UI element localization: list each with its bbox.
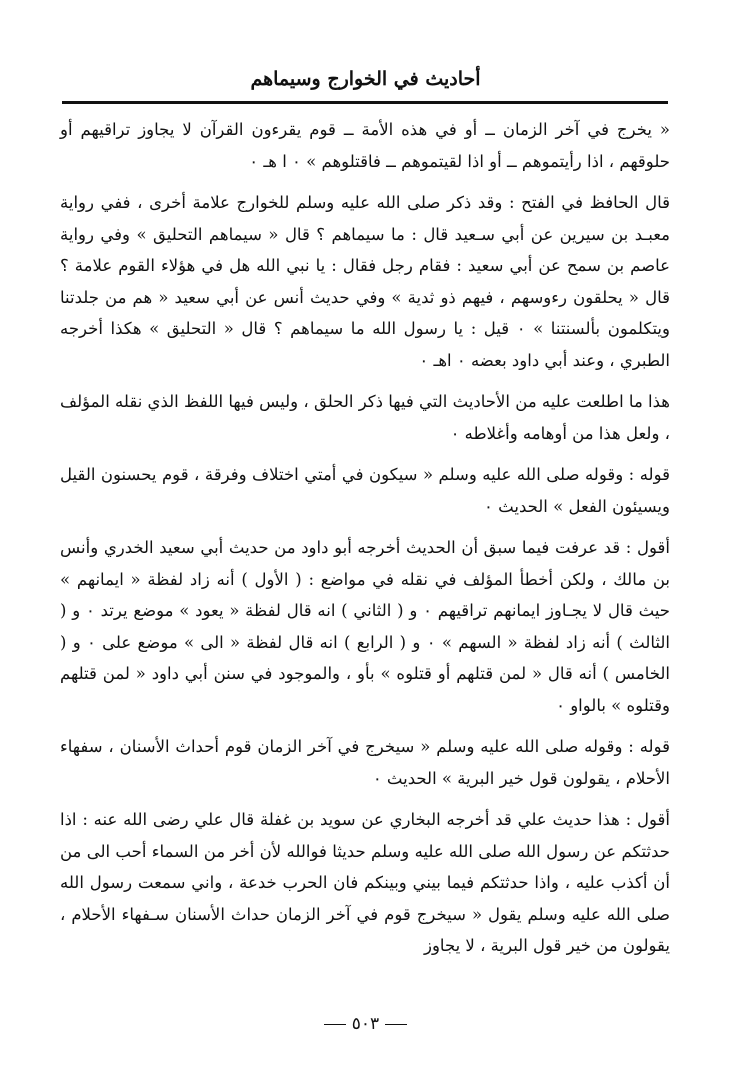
paragraph-hadith-quote: « يخرج في آخر الزمان ــ أو في هذه الأمة ــ قوم يقرءون القرآن لا يجاوز تراقيهم أو حلوقهم ، اذا رأيتموهم ــ أو اذا لقيتموهم ــ فاقتلوهم » ٠ ا هـ ٠ [60, 120, 670, 171]
header-divider [62, 101, 668, 104]
page-number-dash-right [385, 1024, 407, 1025]
page-number-dash-left [324, 1024, 346, 1025]
paragraph-author-note: هذا ما اطلعت عليه من الأحاديث التي فيها ذكر الحلق ، وليس فيها اللفظ الذي نقله المؤلف ، ولعل هذا من أوهامه وأغلاطه ٠ [60, 392, 670, 443]
paragraph-qawluhu-1: قوله : وقوله صلى الله عليه وسلم « سيكون في أمتي اختلاف وفرقة ، قوم يحسنون القيل ويسيئون الفعل » الحديث ٠ [60, 465, 670, 516]
page-title: أحاديث في الخوارج وسيماهم [250, 68, 481, 90]
paragraph-aqulu-1: أقول : قد عرفت فيما سبق أن الحديث أخرجه أبو داود من حديث أبي سعيد الخدري وأنس بن مالك ، ولكن أخطأ المؤلف في نقله في مواضع : ( الأول ) أنه زاد لفظة « ايمانهم » حيث قال لا يجـاوز ايمانهم تراقيهم ٠ و ( الثاني ) انه قال لفظة « يعود » موضع يرتد ٠ و ( الثالث ) أنه زاد لفظة « السهم » ٠ و ( الرابع ) انه قال لفظة « الى » موضع على ٠ و ( الخامس ) أنه قال « لمن قتلهم أو قتلوه » بأو ، والموجود في سنن أبي داود « لمن قتلهم وقتلوه » بالواو ٠ [60, 538, 670, 715]
paragraph-aqulu-2: أقول : هذا حديث علي قد أخرجه البخاري عن سويد بن غفلة قال علي رضى الله عنه : اذا حدثتكم عن رسول الله صلى الله عليه وسلم حديثا فوالله لأن أخر من السماء أحب الى من أن أكذب عليه ، واذا حدثتكم فيما بيني وبينكم فان الحرب خدعة ، واني سمعت رسول الله صلى الله عليه وسلم يقول « سيخرج قوم في آخر الزمان حداث الأسنان سـفهاء الأحلام ، يقولون من خير قول البرية ، لا يجاوز [60, 810, 670, 955]
paragraph-hafiz-fath: قال الحافظ في الفتح : وقد ذكر صلى الله عليه وسلم للخوارج علامة أخرى ، ففي رواية معبـد بن سيرين عن أبي سـعيد قال : ما سيماهم ؟ قال « سيماهم التحليق » وفي رواية عاصم بن سمح عن أبي سعيد : فقام رجل فقال : يا نبي الله هل في هؤلاء القوم علامة ؟ قال « يحلقون رءوسهم ، فيهم ذو ثدية » وفي حديث أنس عن أبي سعيد « هم من جلدتنا ويتكلمون بألسنتنا » ٠ قيل : يا رسول الله ما سيماهم ؟ قال « التحليق » هكذا أخرجه الطبري ، وعند أبي داود بعضه ٠ اهـ ٠ [60, 193, 670, 370]
paragraph-qawluhu-2: قوله : وقوله صلى الله عليه وسلم « سيخرج في آخر الزمان قوم أحداث الأسنان ، سفهاء الأحلام ، يقولون قول خير البرية » الحديث ٠ [60, 737, 670, 788]
page-number [0, 1014, 731, 1034]
page-body [60, 114, 670, 972]
page-number-value: ٥٠٣ [351, 1014, 380, 1034]
